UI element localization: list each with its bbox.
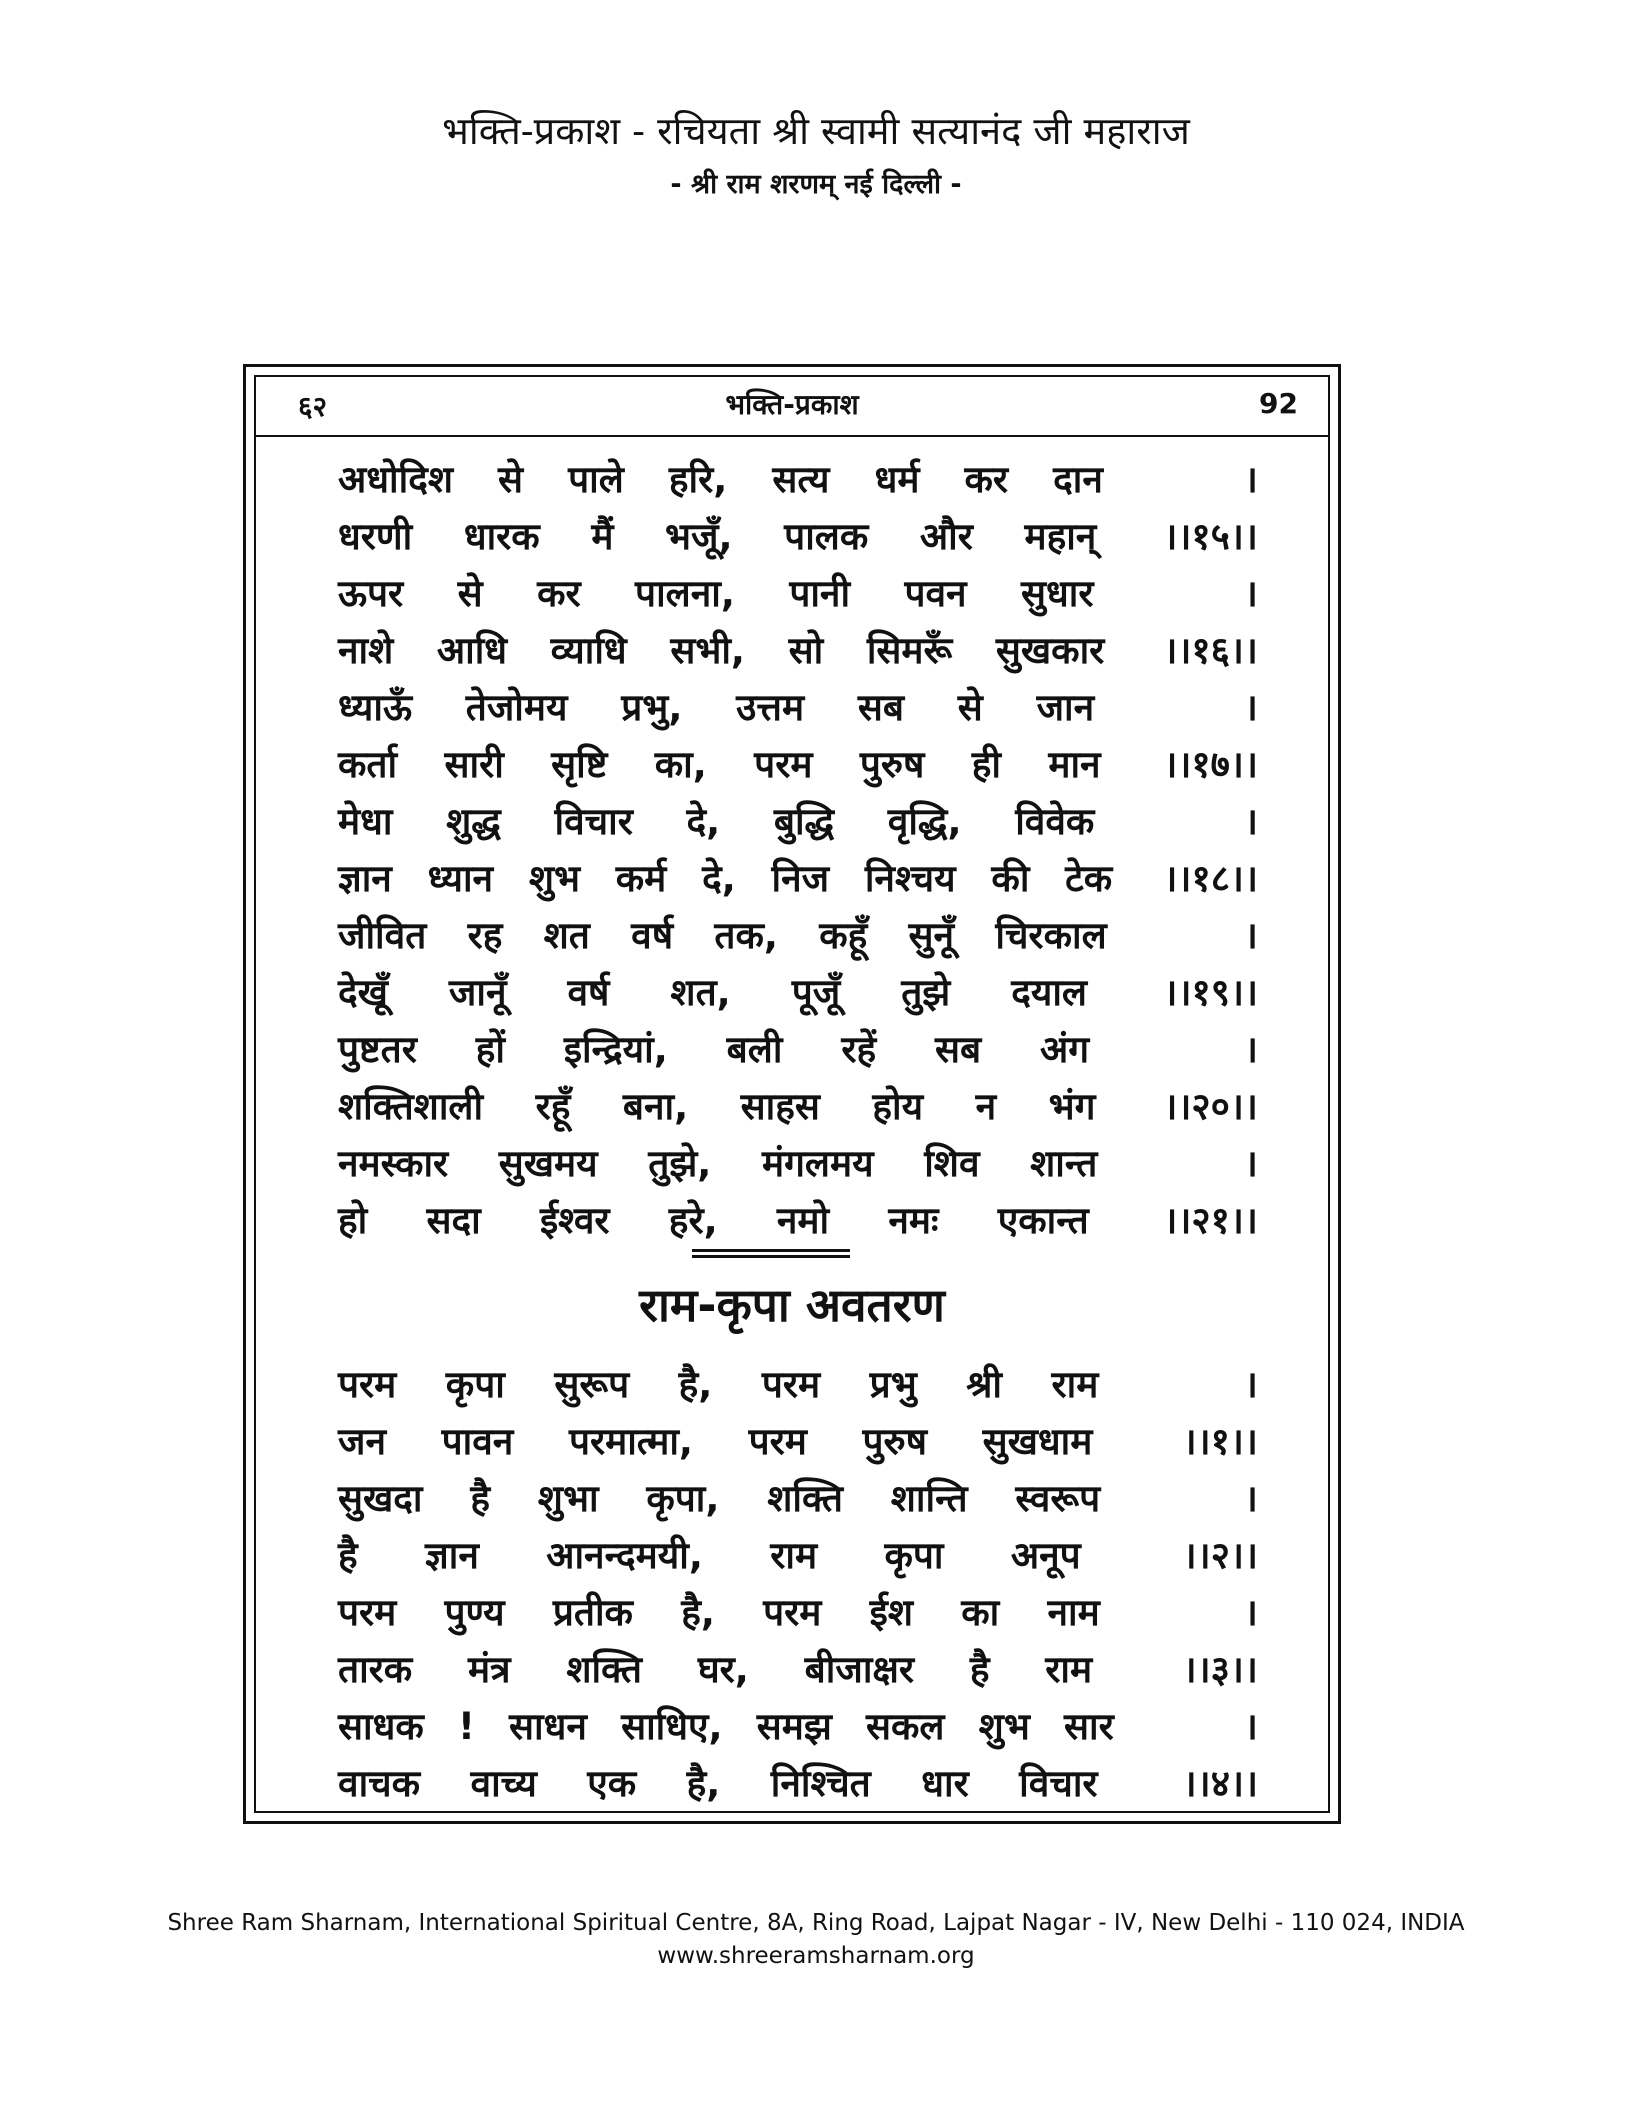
verse-word: बली (726, 1028, 783, 1071)
verse-word: साधक (338, 1705, 424, 1748)
verse-line (338, 1756, 1258, 1813)
verse-word: सार (1064, 1705, 1114, 1748)
verse-end-mark: ।।२०।। (1163, 1085, 1258, 1128)
verse-word: बुद्धि (773, 800, 835, 843)
verse-word: पवन (904, 572, 967, 615)
verse-word: विवेक (1015, 800, 1095, 843)
verse-line (338, 566, 1258, 623)
verse-word: दान (1053, 458, 1103, 501)
verse-word: महान् (1024, 515, 1097, 558)
verse-word: पालक (784, 515, 869, 558)
verse-word: साधन (509, 1705, 587, 1748)
page-running-header (256, 377, 1328, 437)
verse-word: ज्ञान (425, 1534, 479, 1577)
verse-word: पुरुष (859, 743, 925, 786)
verse-word: से (457, 572, 483, 615)
verse-word: अंग (1040, 1028, 1090, 1071)
verse-word: भजूँ, (665, 515, 733, 558)
verse-block-2 (338, 1357, 1258, 1813)
verse-word: स्वरूप (1015, 1477, 1101, 1520)
verse-word: ऊपर (338, 572, 404, 615)
verse-word: है, (686, 1762, 721, 1805)
verse-word: घर, (697, 1648, 749, 1691)
footer-website[interactable]: www.shreeramsharnam.org (657, 1943, 975, 1969)
verse-word: पाले (568, 458, 624, 501)
verse-word: ज्ञान (338, 857, 392, 900)
verse-word: है (338, 1534, 358, 1577)
verse-end-mark: ।।१८।। (1163, 857, 1258, 900)
verse-word: परम (754, 743, 813, 786)
verse-end-mark: । (1243, 686, 1258, 729)
scanned-page-inner-border (254, 375, 1330, 1813)
verse-word: पालना, (635, 572, 735, 615)
page-number-devanagari: ६२ (298, 390, 328, 423)
verse-word: वर्ष (567, 971, 610, 1014)
verse-word: विचार (554, 800, 633, 843)
verse-word: पुष्टतर (338, 1028, 417, 1071)
verse-word: हो (338, 1199, 368, 1242)
verse-line (338, 1699, 1258, 1756)
verse-word: वाच्य (470, 1762, 537, 1805)
verse-word: श्री (966, 1363, 1003, 1406)
verse-line (338, 1022, 1258, 1079)
verse-word: कहूँ (819, 914, 868, 957)
verse-end-mark: । (1243, 800, 1258, 843)
verse-word: सुखधाम (982, 1420, 1093, 1463)
verse-word: है (969, 1648, 990, 1691)
verse-word: कर्म (615, 857, 667, 900)
verse-word: रहूँ (535, 1085, 571, 1128)
verse-word: जान (1036, 686, 1095, 729)
verse-line (338, 1528, 1258, 1585)
verse-word: ईश (869, 1591, 913, 1634)
verse-word: प्रतीक (552, 1591, 633, 1634)
verse-word: साधिए, (621, 1705, 723, 1748)
verse-word: रहें (841, 1028, 877, 1071)
verse-word: पावन (441, 1420, 514, 1463)
verse-word: मान (1048, 743, 1101, 786)
verse-line (338, 1642, 1258, 1699)
verse-word: से (957, 686, 983, 729)
section-title: राम-कृपा अवतरण (639, 1278, 945, 1332)
verse-word: देखूँ (338, 971, 388, 1014)
verse-word: प्रभु, (621, 686, 683, 729)
verse-word: शत, (670, 971, 731, 1014)
verse-word: सृष्टि (551, 743, 608, 786)
running-title: भक्ति-प्रकाश (725, 388, 859, 421)
verse-word: परम (338, 1591, 397, 1634)
verse-line (338, 1136, 1258, 1193)
verse-word: तारक (338, 1648, 413, 1691)
verse-end-mark: । (1243, 1705, 1258, 1748)
verse-line (338, 737, 1258, 794)
verse-word: ही (971, 743, 1001, 786)
verse-word: चिरकाल (995, 914, 1107, 957)
verse-line (338, 452, 1258, 509)
verse-word: परम (748, 1420, 807, 1463)
verse-word: मंगलमय (761, 1142, 874, 1185)
verse-end-mark: । (1243, 572, 1258, 615)
scanned-page-frame (243, 364, 1341, 1824)
verse-end-mark: ।।४।। (1182, 1762, 1258, 1805)
verse-word: निज (771, 857, 830, 900)
verse-word: नमः (888, 1199, 939, 1242)
verse-word: कृपा (445, 1363, 505, 1406)
verse-line (338, 1193, 1258, 1250)
verse-word: का, (654, 743, 707, 786)
verse-word: कर्ता (338, 743, 398, 786)
verse-word: सुरूप (554, 1363, 630, 1406)
verse-word: नाशे (338, 629, 394, 672)
verse-word: धर्म (874, 458, 920, 501)
verse-word: दयाल (1011, 971, 1088, 1014)
verse-word: बीजाक्षर (804, 1648, 915, 1691)
verse-line (338, 794, 1258, 851)
verse-line (338, 1079, 1258, 1136)
verse-word: की (991, 857, 1030, 900)
verse-word: सभी, (670, 629, 745, 672)
document-title: भक्ति-प्रकाश - रचियता श्री स्वामी सत्यानंद जी महाराज (442, 109, 1190, 153)
verse-line (338, 965, 1258, 1022)
verse-word: तुझे (901, 971, 951, 1014)
verse-word: धरणी (338, 515, 413, 558)
verse-word: शक्तिशाली (338, 1085, 484, 1128)
verse-word: और (919, 515, 973, 558)
verse-word: राम (770, 1534, 818, 1577)
verse-word: कर (964, 458, 1009, 501)
verse-word: राम (1045, 1648, 1093, 1691)
verse-word: सारी (444, 743, 504, 786)
verse-word: होय (872, 1085, 924, 1128)
verse-word: है, (678, 1363, 713, 1406)
verse-word: जानूँ (448, 971, 507, 1014)
verse-word: शत (543, 914, 590, 957)
verse-word: शुद्ध (446, 800, 501, 843)
verse-word: अधोदिश (338, 458, 453, 501)
verse-word: व्याधि (550, 629, 627, 672)
verse-end-mark: । (1243, 914, 1258, 957)
verse-word: विचार (1019, 1762, 1098, 1805)
verse-word: उत्तम (736, 686, 805, 729)
verse-word: ध्याऊँ (338, 686, 412, 729)
verse-word: इन्द्रियां, (563, 1028, 668, 1071)
verse-end-mark: ।।१६।। (1163, 629, 1258, 672)
verse-word: मैं (591, 515, 614, 558)
verse-line (338, 509, 1258, 566)
section-divider (692, 1249, 850, 1258)
verse-word: नाम (1047, 1591, 1100, 1634)
verse-word: राम (1051, 1363, 1099, 1406)
verse-end-mark: ।।२।। (1182, 1534, 1258, 1577)
verse-word: मंत्र (468, 1648, 511, 1691)
verse-end-mark: ।।२१।। (1163, 1199, 1258, 1242)
page-number: 92 (1259, 387, 1298, 420)
verse-line (338, 908, 1258, 965)
verse-word: हरि, (668, 458, 728, 501)
verse-word: सब (857, 686, 905, 729)
verse-line (338, 680, 1258, 737)
verse-end-mark: ।।१९।। (1163, 971, 1258, 1014)
verse-word: ! (457, 1705, 475, 1748)
verse-word: परमात्मा, (568, 1420, 693, 1463)
verse-word: कृपा, (646, 1477, 720, 1520)
verse-word: वर्ष (631, 914, 674, 957)
verse-word: शक्ति (767, 1477, 843, 1520)
verse-word: सुखकार (995, 629, 1105, 672)
verse-word: हों (475, 1028, 505, 1071)
verse-end-mark: । (1243, 1028, 1258, 1071)
verse-word: सुनूँ (908, 914, 955, 957)
verse-line (338, 623, 1258, 680)
verse-word: परम (338, 1363, 397, 1406)
verse-word: धारक (463, 515, 540, 558)
verse-word: साहस (740, 1085, 820, 1128)
verse-word: आधि (436, 629, 508, 672)
verse-word: तुझे, (648, 1142, 712, 1185)
verse-line (338, 1585, 1258, 1642)
verse-word: प्रभु (869, 1363, 917, 1406)
verse-word: सुधार (1021, 572, 1094, 615)
verse-end-mark: ।।३।। (1182, 1648, 1258, 1691)
verse-end-mark: । (1243, 1477, 1258, 1520)
footer-address: Shree Ram Sharnam, International Spiritual Centre, 8A, Ring Road, Lajpat Nagar - IV, New Delhi - 110 024, INDIA (167, 1910, 1465, 1936)
verse-word: वृद्धि, (887, 800, 962, 843)
verse-word: शिव (924, 1142, 980, 1185)
verse-word: ध्यान (427, 857, 494, 900)
verse-word: दे, (702, 857, 736, 900)
verse-line (338, 1357, 1258, 1414)
verse-end-mark: । (1243, 1591, 1258, 1634)
verse-word: टेक (1065, 857, 1113, 900)
verse-word: धार (921, 1762, 969, 1805)
verse-word: मेधा (338, 800, 393, 843)
verse-word: सत्य (772, 458, 830, 501)
verse-word: समझ (756, 1705, 832, 1748)
verse-word: पूजूँ (791, 971, 841, 1014)
verse-word: पुरुष (862, 1420, 927, 1463)
verse-word: कृपा (884, 1534, 944, 1577)
verse-word: शुभ (978, 1705, 1030, 1748)
verse-word: निश्चय (864, 857, 956, 900)
verse-word: तक, (714, 914, 778, 957)
verse-word: भंग (1048, 1085, 1096, 1128)
verse-word: वाचक (338, 1762, 421, 1805)
verse-word: सदा (426, 1199, 481, 1242)
verse-word: शुभा (537, 1477, 599, 1520)
verse-word: दे, (686, 800, 721, 843)
verse-word: परम (761, 1363, 821, 1406)
verse-end-mark: । (1243, 458, 1258, 501)
verse-word: शक्ति (566, 1648, 643, 1691)
verse-word: पुण्य (444, 1591, 505, 1634)
verse-word: शान्त (1030, 1142, 1098, 1185)
verse-word: परम (763, 1591, 822, 1634)
verse-line (338, 1471, 1258, 1528)
verse-word: बना, (622, 1085, 689, 1128)
verse-word: जन (338, 1420, 386, 1463)
verse-end-mark: ।।१५।। (1163, 515, 1258, 558)
verse-end-mark: ।।१।। (1182, 1420, 1258, 1463)
verse-word: सब (934, 1028, 982, 1071)
verse-word: सो (788, 629, 824, 672)
verse-word: सुखमय (498, 1142, 598, 1185)
verse-word: जीवित (338, 914, 427, 957)
verse-word: सकल (865, 1705, 945, 1748)
verse-word: निश्चित (770, 1762, 871, 1805)
verse-word: है, (681, 1591, 715, 1634)
verse-word: अनूप (1010, 1534, 1081, 1577)
verse-word: का (961, 1591, 1000, 1634)
verse-word: ईश्वर (539, 1199, 610, 1242)
verse-word: तेजोमय (465, 686, 568, 729)
verse-line (338, 851, 1258, 908)
verse-word: नमस्कार (338, 1142, 449, 1185)
verse-word: सुखदा (338, 1477, 423, 1520)
document-subtitle: - श्री राम शरणम् नई दिल्ली - (670, 169, 962, 200)
verse-end-mark: ।।१७।। (1163, 743, 1258, 786)
verse-end-mark: । (1243, 1142, 1258, 1185)
verse-word: है (470, 1477, 490, 1520)
verse-word: से (498, 458, 524, 501)
verse-word: एक (587, 1762, 637, 1805)
verse-word: शान्ति (890, 1477, 968, 1520)
verse-word: पानी (789, 572, 851, 615)
verse-block-1 (338, 452, 1258, 1250)
verse-line (338, 1414, 1258, 1471)
verse-word: आनन्दमयी, (546, 1534, 703, 1577)
verse-word: एकान्त (997, 1199, 1089, 1242)
verse-word: नमो (776, 1199, 830, 1242)
verse-word: शुभ (528, 857, 581, 900)
verse-word: हरे, (668, 1199, 718, 1242)
verse-word: सिमरूँ (866, 629, 953, 672)
verse-end-mark: । (1243, 1363, 1258, 1406)
verse-word: रह (467, 914, 503, 957)
verse-word: कर (537, 572, 581, 615)
verse-word: न (975, 1085, 997, 1128)
